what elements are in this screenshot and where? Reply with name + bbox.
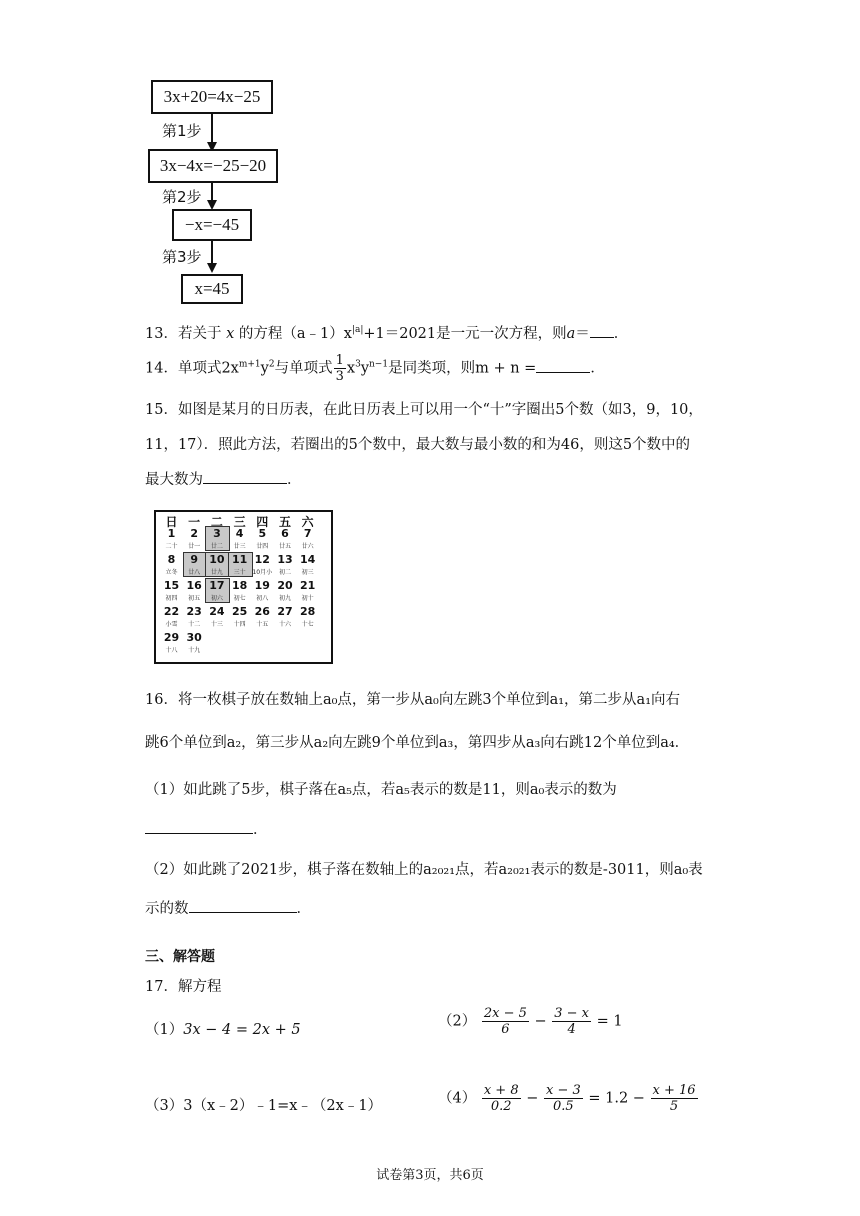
equation: 3（x﹣2）﹣1=x﹣（2x﹣1） — [183, 1098, 383, 1114]
fraction — [482, 1006, 529, 1037]
calendar-day: 23 — [186, 605, 202, 618]
calendar-lunar-date: 小雪 — [165, 621, 178, 628]
calendar-day: 3 — [213, 527, 221, 540]
calendar-day: 19 — [254, 579, 270, 592]
q13-exp: |a| — [351, 325, 364, 336]
calendar-lunar-date: 十六 — [278, 621, 291, 628]
section-title: 三、解答题 — [145, 949, 215, 965]
calendar-lunar-date: 廿三 — [233, 543, 246, 550]
frac-den: 0.5 — [553, 1099, 574, 1114]
calendar-lunar-date: 初十 — [301, 595, 314, 602]
q14-text-c: 与单项式 — [274, 360, 333, 377]
calendar-weekday-header: 六 — [301, 515, 314, 529]
part-label: （3） — [145, 1098, 184, 1114]
calendar-day: 12 — [254, 553, 270, 566]
arrowhead-icon — [207, 263, 217, 273]
calendar-lunar-date: 立冬 — [165, 569, 178, 576]
calendar-lunar-date: 10月小 — [252, 569, 273, 576]
question-16-part-1: （1）如此跳了5步，棋子落在a₅点，若a₅表示的数是11，则a₀表示的数为 — [145, 782, 617, 798]
calendar-day: 14 — [300, 553, 316, 566]
q14-text-b: y — [260, 360, 269, 377]
q13-text: 若关于 — [177, 326, 222, 342]
flow-box-2: 3x−4x=−25−20 — [148, 149, 278, 183]
calendar-day: 4 — [235, 527, 244, 540]
answer-blank[interactable] — [203, 469, 287, 484]
calendar-lunar-date: 初四 — [165, 595, 178, 602]
calendar-day: 30 — [186, 631, 202, 644]
calendar-day: 2 — [190, 527, 199, 540]
calendar-day: 5 — [258, 527, 267, 540]
calendar-lunar-date: 廿六 — [301, 543, 314, 550]
calendar-lunar-date: 十二 — [188, 621, 201, 628]
calendar-lunar-date: 初六 — [210, 595, 223, 602]
q14-text-f: 是同类项，则m + n = — [388, 360, 537, 377]
frac-den: 5 — [669, 1099, 679, 1114]
question-17-part-4 — [438, 1083, 699, 1114]
frac-den: 4 — [567, 1022, 576, 1037]
calendar-lunar-date: 廿四 — [256, 543, 269, 550]
flow-box-1: 3x+20=4x−25 — [151, 80, 273, 114]
frac-den: 0.2 — [490, 1099, 512, 1114]
q14-text-e: y — [360, 360, 370, 377]
question-15-line-1: 15．如图是某月的日历表，在此日历表上可以用一个“十”字圈出5个数（如3，9，10， — [145, 402, 703, 418]
frac-num: 1 — [335, 353, 344, 368]
calendar-weekday-header: 一 — [188, 515, 201, 529]
calendar-day: 7 — [303, 527, 312, 540]
q14-text-d: x — [346, 360, 356, 377]
calendar-day: 28 — [300, 605, 316, 618]
question-16-part-2-line-2 — [145, 897, 311, 918]
q14-exp2: 2 — [268, 359, 275, 370]
calendar-lunar-date: 十五 — [256, 621, 269, 628]
q14-exp4: n−1 — [369, 359, 389, 370]
question-16-line-1: 16．将一枚棋子放在数轴上a₀点，第一步从a₀向左跳3个单位到a₁，第二步从a₁向右 — [145, 692, 681, 708]
calendar-day: 11 — [231, 553, 248, 566]
calendar-day: 21 — [300, 579, 316, 592]
q13-var: x — [226, 326, 235, 342]
calendar-lunar-date: 廿八 — [188, 569, 201, 576]
calendar-lunar-date: 初二 — [278, 569, 291, 576]
calendar-lunar-date: 十七 — [301, 621, 314, 628]
question-16-line-2: 跳6个单位到a₂，第三步从a₂向左跳9个单位到a₃，第四步从a₃向右跳12个单位到a₄． — [145, 735, 690, 751]
question-17-title: 17．解方程 — [145, 979, 222, 995]
operator: − — [534, 1013, 547, 1030]
q14-exp3: 3 — [355, 359, 361, 370]
calendar-day: 27 — [277, 605, 293, 618]
frac-den: 3 — [335, 369, 344, 384]
calendar-day: 22 — [163, 605, 180, 618]
calendar-lunar-date: 十八 — [165, 647, 178, 654]
fraction-one-third — [334, 353, 346, 384]
flow-step-2: 第2步 — [162, 188, 202, 206]
q14-num: 14． — [145, 360, 178, 377]
fraction — [482, 1083, 521, 1114]
calendar-lunar-date: 十三 — [210, 621, 223, 628]
calendar-lunar-date: 廿二 — [210, 543, 223, 550]
calendar-day: 17 — [209, 579, 225, 592]
frac-num: 2x − 5 — [483, 1006, 527, 1021]
calendar-weekday-header: 五 — [278, 515, 291, 529]
calendar-lunar-date: 初八 — [256, 595, 269, 602]
calendar-day: 6 — [281, 527, 289, 540]
fraction — [552, 1006, 591, 1037]
equation-rhs: = 1 — [596, 1013, 623, 1030]
flow-step-3: 第3步 — [162, 248, 202, 266]
page-footer: 试卷第3页，共6页 — [376, 1168, 484, 1183]
question-13 — [145, 322, 628, 343]
calendar-weekday-header: 日 — [165, 515, 178, 529]
q16-p2-end: ． — [296, 901, 311, 917]
q13-var-a: a — [566, 326, 576, 342]
frac-num: 3 − x — [554, 1006, 590, 1021]
calendar-lunar-date: 廿九 — [210, 569, 223, 576]
calendar-day: 15 — [163, 579, 180, 592]
calendar-day: 24 — [209, 605, 225, 618]
calendar-lunar-date: 廿一 — [188, 543, 201, 550]
q13-end: ． — [613, 326, 629, 342]
q14-end: ． — [590, 360, 605, 377]
question-16-part-2-line-1: （2）如此跳了2021步，棋子落在数轴上的a₂₀₂₁点，若a₂₀₂₁表示的数是-3011，则a₀表 — [145, 862, 703, 878]
question-15-line-2: 11，17）．照此方法，若圈出的5个数中，最大数与最小数的和为46，则这5个数中的 — [145, 437, 691, 453]
equation: 3x − 4 = 2x + 5 — [183, 1022, 301, 1038]
question-17-part-3 — [145, 1094, 382, 1115]
calendar-lunar-date: 初七 — [233, 595, 246, 602]
q13-num: 13． — [145, 326, 178, 342]
q13-text-b: 的方程（a﹣1）x — [238, 326, 352, 342]
calendar-weekday-header: 二 — [210, 515, 223, 529]
question-16-part-1-answer — [145, 818, 268, 839]
q14-text-a: 单项式2x — [177, 360, 239, 377]
calendar-lunar-date: 十九 — [188, 647, 201, 654]
calendar-lunar-date: 二十 — [165, 543, 178, 550]
frac-num: x − 3 — [545, 1083, 581, 1098]
question-17-part-2 — [438, 1006, 623, 1037]
flow-step-1: 第1步 — [162, 122, 202, 140]
question-14 — [145, 353, 605, 384]
operator: − — [526, 1090, 539, 1107]
flow-arrow-1 — [211, 112, 213, 146]
calendar-day: 25 — [231, 605, 248, 618]
flow-box-3: −x=−45 — [172, 209, 252, 241]
answer-blank[interactable] — [536, 358, 590, 373]
calendar-day: 29 — [163, 631, 180, 644]
frac-num: x + 8 — [483, 1083, 519, 1098]
calendar-day: 20 — [277, 579, 293, 592]
q15-end: ． — [287, 472, 302, 488]
calendar-day: 26 — [254, 605, 270, 618]
frac-den: 6 — [501, 1022, 510, 1037]
flow-box-4: x=45 — [181, 274, 243, 304]
q15-text: 最大数为 — [145, 472, 203, 488]
calendar-day: 8 — [167, 553, 176, 566]
calendar-weekday-header: 四 — [256, 515, 269, 529]
answer-blank[interactable] — [590, 323, 614, 338]
calendar-day: 18 — [231, 579, 248, 592]
q13-text-c: +1＝2021是一元一次方程，则 — [363, 326, 567, 342]
calendar-lunar-date: 初九 — [278, 595, 291, 602]
calendar-day: 10 — [209, 553, 225, 566]
q13-text-d: ＝ — [575, 326, 590, 342]
calendar-day: 16 — [186, 579, 202, 592]
q16-p2-text: 示的数 — [145, 901, 189, 917]
fraction — [544, 1083, 583, 1114]
calendar-lunar-date: 廿五 — [278, 543, 291, 550]
calendar-day: 13 — [277, 553, 293, 566]
q14-exp1: m+1 — [238, 359, 261, 370]
part-label: （4） — [438, 1090, 477, 1107]
fraction — [651, 1083, 698, 1114]
calendar-lunar-date: 三十 — [233, 569, 246, 576]
calendar-lunar-date: 初五 — [188, 595, 201, 602]
part-label: （2） — [438, 1013, 477, 1030]
question-15-line-3 — [145, 468, 302, 489]
calendar-lunar-date: 十四 — [233, 621, 246, 628]
calendar-weekday-header: 三 — [233, 515, 246, 529]
frac-num: x + 16 — [652, 1083, 696, 1098]
calendar-lunar-date: 初三 — [301, 569, 314, 576]
answer-blank[interactable] — [189, 898, 297, 913]
question-17-part-1 — [145, 1018, 301, 1039]
calendar-day: 9 — [190, 553, 199, 566]
calendar-day: 1 — [167, 527, 176, 540]
q16-p1-end: ． — [253, 822, 268, 838]
answer-blank[interactable] — [145, 819, 253, 834]
calendar-figure — [154, 510, 333, 664]
operator: = 1.2 − — [588, 1090, 645, 1107]
part-label: （1） — [145, 1022, 184, 1038]
